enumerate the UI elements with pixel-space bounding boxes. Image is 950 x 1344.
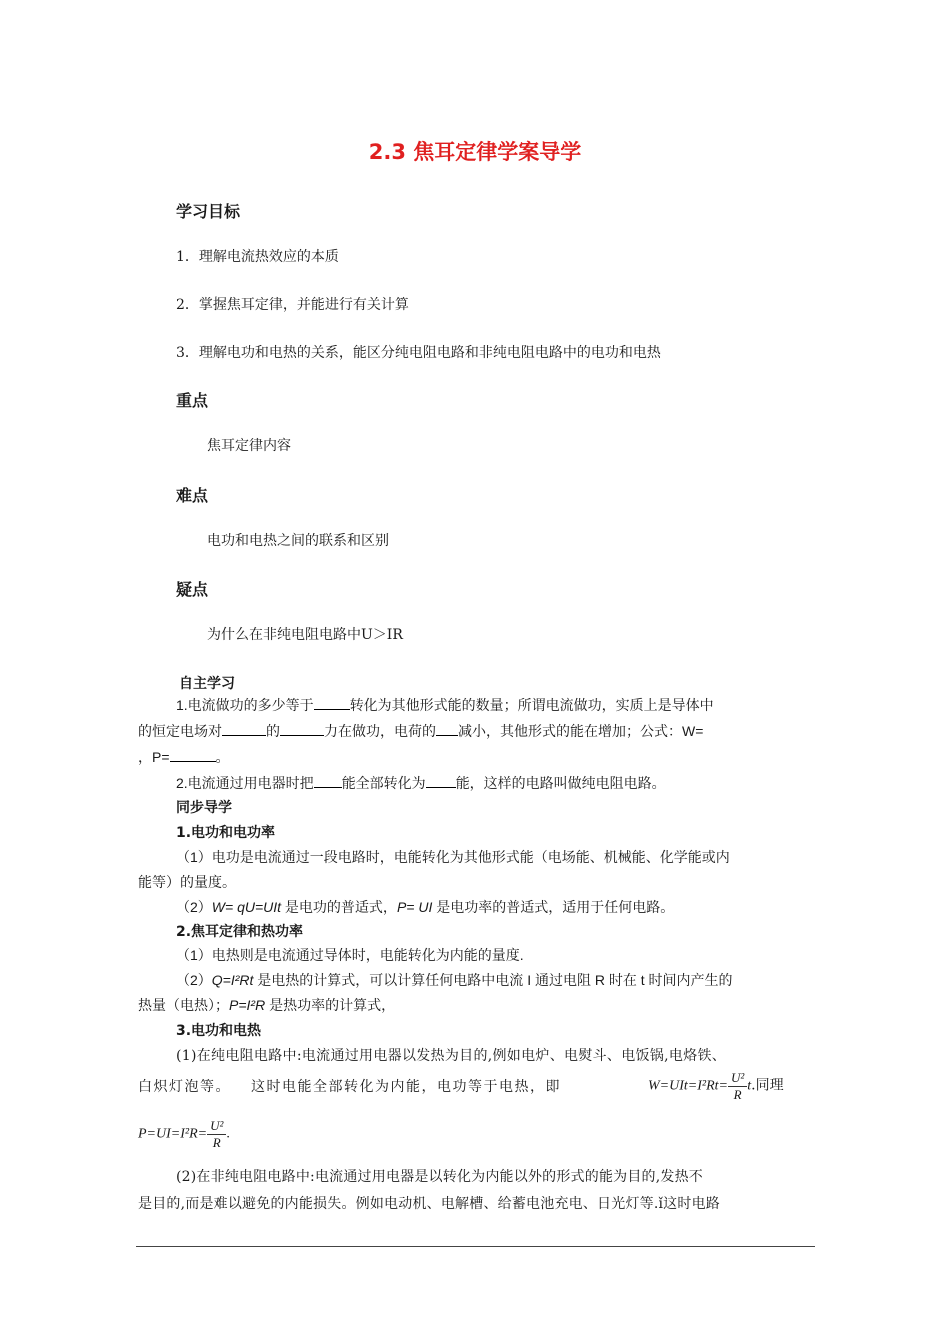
power-formula: P=UI=I²R= $\frac{\text{U²}}{R}$ .	[138, 1118, 230, 1150]
blank	[426, 773, 456, 788]
doubt-heading: 疑点	[176, 580, 209, 599]
footer-divider	[136, 1246, 815, 1247]
section-3-heading: 3.电功和电热	[176, 1023, 262, 1039]
blank	[436, 721, 458, 736]
self-study-q1-line3: ，P= 。	[138, 749, 230, 765]
doubt-text: 为什么在非纯电阻电路中U＞IR	[207, 627, 403, 643]
self-study-q2: 2.电流通过用电器时把 能全部转化为 能，这样的电路叫做纯电阻电路。	[176, 775, 666, 791]
key-point-heading: 重点	[176, 391, 209, 410]
blank	[170, 747, 216, 762]
objective-item: 2．掌握焦耳定律，并能进行有关计算	[176, 297, 409, 313]
blank	[280, 721, 324, 736]
key-point-text: 焦耳定律内容	[207, 438, 291, 454]
section-2-formula-line: 热量（电热）；P=I²R 是热功率的计算式，	[138, 997, 396, 1013]
section-3-paragraph: (2)在非纯电阻电路中:电流通过用电器是以转化为内能以外的形式的能为目的,发热不	[176, 1169, 703, 1185]
section-1-heading: 1.电功和电功率	[176, 825, 276, 841]
section-1-paragraph: 能等）的量度。	[138, 874, 236, 890]
difficulty-text: 电功和电热之间的联系和区别	[207, 533, 389, 549]
section-1-formula-line: （2）W= qU=UIt 是电功的普适式，P= UI 是电功率的普适式，适用于任何电路。	[176, 899, 675, 915]
page-title: 2.3 焦耳定律学案导学	[368, 140, 582, 164]
section-1-paragraph: （1）电功是电流通过一段电路时，电能转化为其他形式能（电场能、机械能、化学能或内	[176, 849, 730, 865]
objective-item: 1．理解电流热效应的本质	[176, 249, 339, 265]
self-study-heading: 自主学习	[179, 676, 235, 692]
objectives-heading: 学习目标	[176, 202, 241, 221]
sync-heading: 同步导学	[176, 800, 232, 816]
section-3-paragraph: (1)在纯电阻电路中:电流通过用电器以发热为目的,例如电炉、电熨斗、电饭锅,电烙铁、	[176, 1048, 727, 1064]
section-3-paragraph: 是目的,而是难以避免的内能损失。例如电动机、电解槽、给蓄电池充电、日光灯等.ǐ这时电路	[138, 1196, 720, 1212]
blank	[314, 695, 350, 710]
objective-item: 3．理解电功和电热的关系，能区分纯电阻电路和非纯电阻电路中的电功和电热	[176, 345, 661, 361]
blank	[222, 721, 266, 736]
self-study-q1-line2: 的恒定电场对 的 力在做功，电荷的 减小，其他形式的能在增加；公式：W=	[138, 723, 704, 739]
section-3-formula-line: 白炽灯泡等。 这时电能全部转化为内能，电功等于电热，即	[138, 1079, 561, 1095]
fraction: $\frac{\text{U²}}{R}$	[728, 1070, 747, 1103]
blank	[314, 773, 342, 788]
joule-formula: W=UIt=I²Rt= $\frac{\text{U²}}{R}$ t.同理	[648, 1070, 784, 1102]
section-2-paragraph: （1）电热则是电流通过导体时，电能转化为内能的量度.	[176, 947, 524, 963]
self-study-q1-line1: 1.电流做功的多少等于 转化为其他形式能的数量；所谓电流做功，实质上是导体中	[176, 697, 714, 713]
section-2-heading: 2.焦耳定律和热功率	[176, 924, 304, 940]
section-2-formula-line: （2）Q=I²Rt 是电热的计算式，可以计算任何电路中电流 I 通过电阻 R 时在 t 时间内产生的	[176, 972, 733, 988]
difficulty-heading: 难点	[176, 486, 209, 505]
fraction: $\frac{\text{U²}}{R}$	[207, 1118, 226, 1151]
